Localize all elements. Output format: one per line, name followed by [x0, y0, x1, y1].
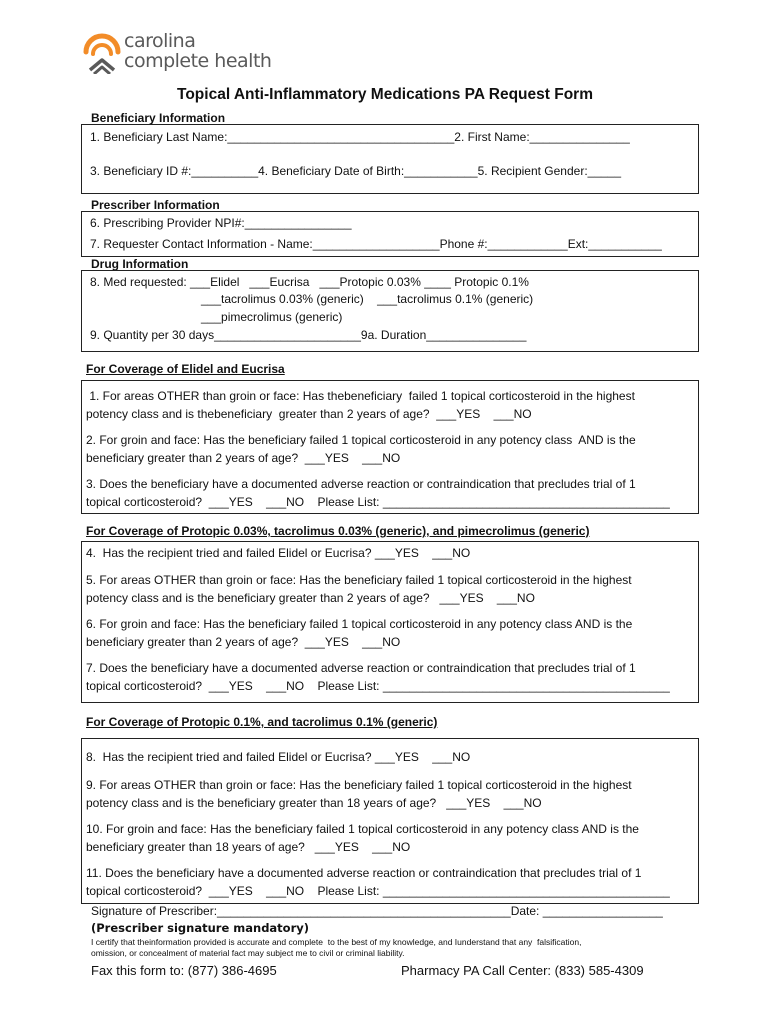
- coverage2-box: [81, 541, 699, 703]
- drug-row1[interactable]: 8. Med requested: ___Elidel ___Eucrisa ___Protopic 0.03% ____ Protopic 0.1%: [90, 275, 529, 289]
- drug-box: [81, 270, 699, 352]
- coverage1-q3a: 3. Does the beneficiary have a documented adverse reaction or contraindication that precludes trial of 1: [86, 477, 636, 491]
- footer-fax: Fax this form to: (877) 386-4695: [91, 963, 277, 978]
- beneficiary-header: Beneficiary Information: [91, 111, 226, 125]
- coverage1-q1a: 1. For areas OTHER than groin or face: Has thebeneficiary failed 1 topical corticosteroid in the highest: [86, 389, 635, 403]
- coverage1-q3b[interactable]: topical corticosteroid? ___YES ___NO Please List: ___________________________________________: [86, 495, 670, 509]
- coverage3-q9a: 9. For areas OTHER than groin or face: Has the beneficiary failed 1 topical corticosteroid in the highest: [86, 778, 632, 792]
- prescriber-row1[interactable]: 6. Prescribing Provider NPI#:________________: [90, 216, 352, 230]
- coverage3-header: For Coverage of Protopic 0.1%, and tacrolimus 0.1% (generic): [86, 715, 438, 729]
- coverage1-q2b[interactable]: beneficiary greater than 2 years of age? ___YES ___NO: [86, 451, 401, 465]
- coverage2-q5b[interactable]: potency class and is the beneficiary greater than 2 years of age? ___YES ___NO: [86, 591, 535, 605]
- coverage2-q4[interactable]: 4. Has the recipient tried and failed Elidel or Eucrisa? ___YES ___NO: [86, 546, 471, 560]
- page-title: Topical Anti-Inflammatory Medications PA Request Form: [177, 86, 593, 103]
- beneficiary-row2[interactable]: 3. Beneficiary ID #:__________4. Beneficiary Date of Birth:___________5. Recipient Gender:_____: [90, 164, 622, 178]
- coverage2-q6a: 6. For groin and face: Has the beneficiary failed 1 topical corticosteroid in any potency class AND is the: [86, 617, 633, 631]
- footer-call-center: Pharmacy PA Call Center: (833) 585-4309: [401, 963, 644, 978]
- prescriber-box: [81, 211, 699, 257]
- coverage3-q10b[interactable]: beneficiary greater than 18 years of age? ___YES ___NO: [86, 840, 411, 854]
- drug-row4[interactable]: 9. Quantity per 30 days______________________9a. Duration_______________: [90, 328, 527, 342]
- coverage3-q9b[interactable]: potency class and is the beneficiary greater than 18 years of age? ___YES ___NO: [86, 796, 542, 810]
- beneficiary-row1[interactable]: 1. Beneficiary Last Name:__________________________________2. First Name:_______________: [90, 130, 630, 144]
- logo-mark-icon: [82, 30, 122, 74]
- logo-line1: carolina: [124, 30, 196, 52]
- coverage2-q7b[interactable]: topical corticosteroid? ___YES ___NO Please List: ___________________________________________: [86, 679, 670, 693]
- drug-header: Drug Information: [91, 257, 189, 271]
- coverage1-q1b[interactable]: potency class and is thebeneficiary greater than 2 years of age? ___YES ___NO: [86, 407, 532, 421]
- coverage3-box: [81, 738, 699, 904]
- coverage1-q2a: 2. For groin and face: Has the beneficiary failed 1 topical corticosteroid in any potency class AND is the: [86, 433, 636, 447]
- certify-line1: I certify that theinformation provided is accurate and complete to the best of my knowledge, and Iunderstand that any falsification,: [91, 937, 582, 947]
- logo: [82, 30, 272, 76]
- drug-row3[interactable]: ___pimecrolimus (generic): [201, 310, 343, 324]
- coverage2-q7a: 7. Does the beneficiary have a documented adverse reaction or contraindication that precludes trial of 1: [86, 661, 636, 675]
- prescriber-row2[interactable]: 7. Requester Contact Information - Name:___________________Phone #:____________Ext:___________: [90, 237, 662, 251]
- coverage1-box: [81, 380, 699, 514]
- coverage3-q10a: 10. For groin and face: Has the beneficiary failed 1 topical corticosteroid in any potency class AND is the: [86, 822, 639, 836]
- beneficiary-box: [81, 124, 699, 194]
- logo-line2: complete health: [124, 50, 272, 72]
- coverage3-q11b[interactable]: topical corticosteroid? ___YES ___NO Please List: ___________________________________________: [86, 884, 670, 898]
- signature-line[interactable]: Signature of Prescriber:____________________________________________Date: __________________: [91, 904, 663, 918]
- coverage2-q5a: 5. For areas OTHER than groin or face: Has the beneficiary failed 1 topical corticosteroid in the highest: [86, 573, 632, 587]
- coverage1-header: For Coverage of Elidel and Eucrisa: [86, 362, 285, 376]
- coverage3-q11a: 11. Does the beneficiary have a documented adverse reaction or contraindication that precludes trial of 1: [86, 866, 642, 880]
- prescriber-header: Prescriber Information: [91, 198, 220, 212]
- coverage2-header: For Coverage of Protopic 0.03%, tacrolimus 0.03% (generic), and pimecrolimus (generic): [86, 524, 590, 538]
- drug-row2[interactable]: ___tacrolimus 0.03% (generic) ___tacrolimus 0.1% (generic): [201, 292, 534, 306]
- certify-line2: omission, or concealment of material fact may subject me to civil or criminal liability.: [91, 948, 405, 958]
- signature-mandatory: (Prescriber signature mandatory): [91, 921, 310, 935]
- coverage3-q8[interactable]: 8. Has the recipient tried and failed Elidel or Eucrisa? ___YES ___NO: [86, 750, 471, 764]
- coverage2-q6b[interactable]: beneficiary greater than 2 years of age? ___YES ___NO: [86, 635, 401, 649]
